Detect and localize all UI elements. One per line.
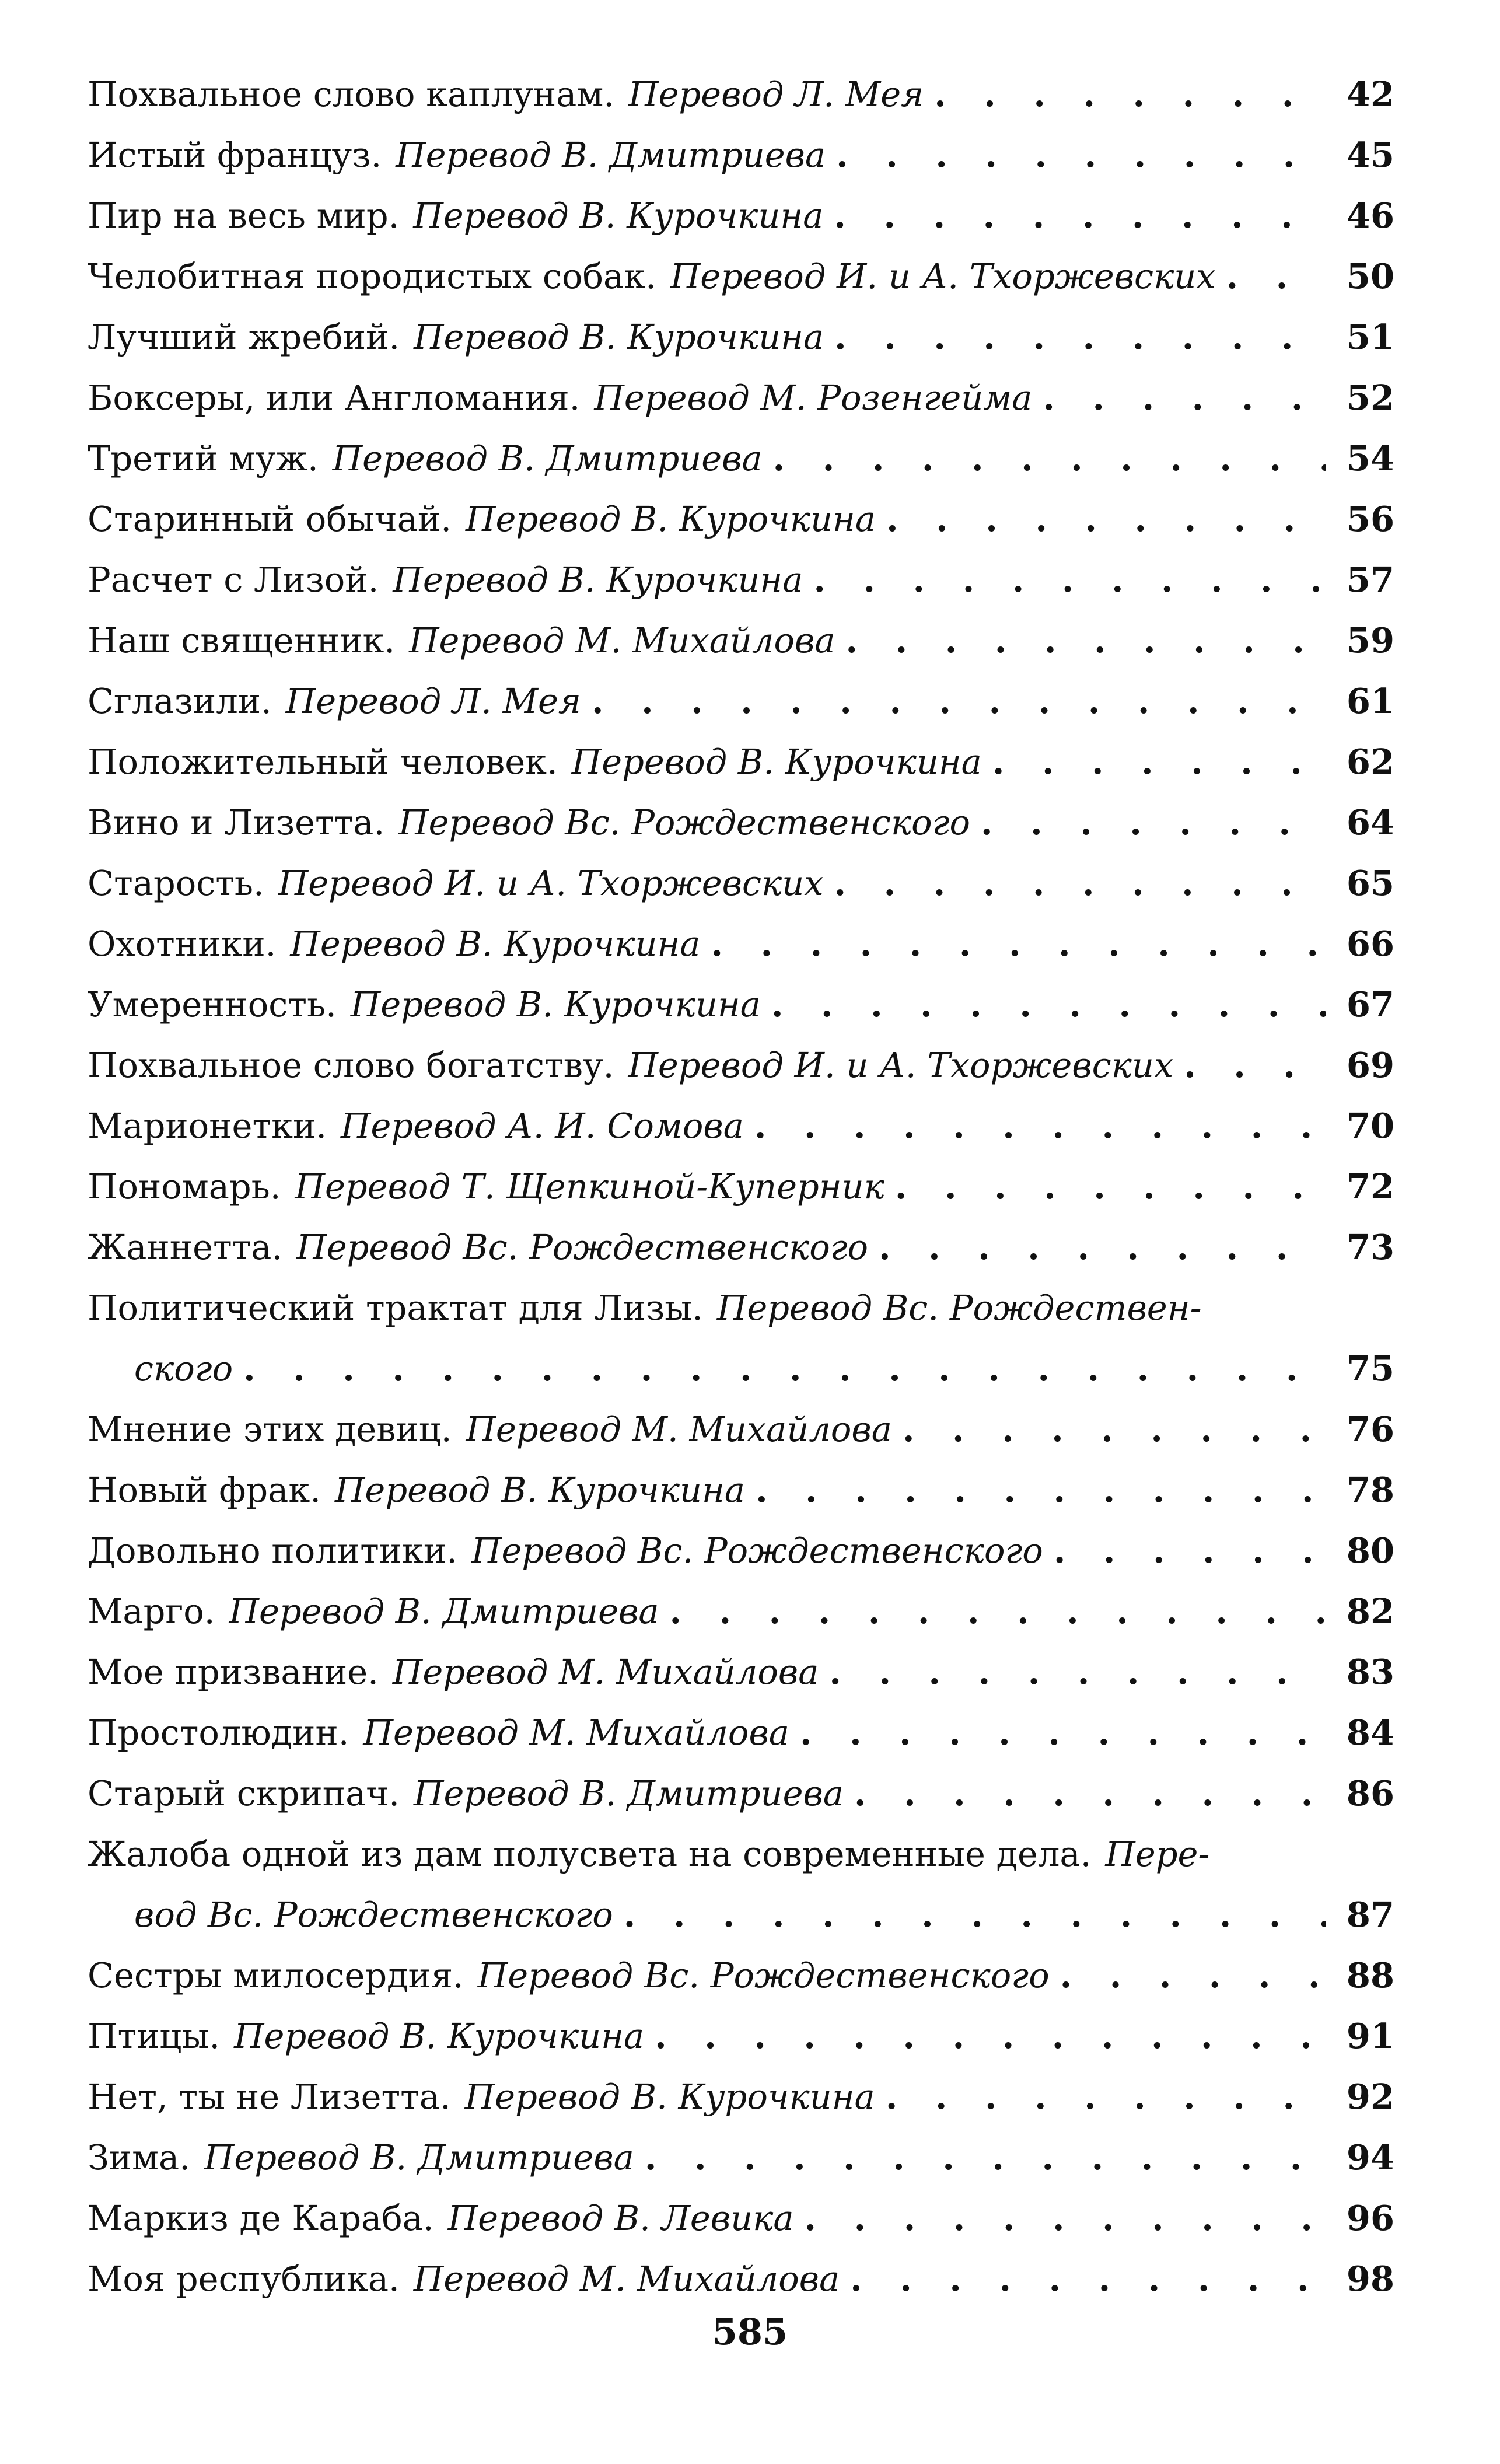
entry-title: Маркиз де Караба.	[88, 2198, 434, 2238]
leader-dots	[850, 2249, 1326, 2309]
entry-title: Сглазили.	[88, 681, 272, 721]
page-number: 585	[712, 2311, 788, 2353]
leader-dots	[895, 1156, 1326, 1217]
leader-dots	[829, 1642, 1326, 1703]
toc-entry	[88, 1399, 1394, 1460]
entry-page-number: 64	[1346, 802, 1394, 843]
entry-credit: Перевод В. Дмитриева	[204, 2137, 634, 2178]
toc-entry	[88, 1945, 1394, 2006]
entry-page-number: 54	[1346, 438, 1394, 478]
entry-title: Простолюдин.	[88, 1712, 349, 1753]
entry-credit: Перевод В. Курочкина	[290, 924, 701, 964]
entry-page-number: 94	[1346, 2137, 1394, 2178]
entry-title: Жаннетта.	[88, 1227, 283, 1267]
entry-page-number: 87	[1346, 1895, 1394, 1935]
entry-title: Пономарь.	[88, 1166, 281, 1207]
entry-page-number: 92	[1346, 2077, 1394, 2117]
entry-page-number: 67	[1346, 984, 1394, 1025]
entry-credit: Перевод М. Михайлова	[409, 620, 835, 660]
toc-entry	[88, 550, 1394, 610]
entry-credit: Перевод В. Курочкина	[571, 742, 982, 782]
leader-dots	[1226, 246, 1326, 307]
entry-credit: Перевод В. Курочкина	[464, 2077, 875, 2117]
toc-entry	[88, 368, 1394, 428]
entry-credit: Перевод Вс. Рождественского	[477, 1955, 1050, 1995]
leader-dots	[992, 732, 1326, 792]
leader-dots	[756, 1460, 1326, 1521]
entry-title: Старый скрипач.	[88, 1773, 400, 1813]
entry-page-number: 46	[1346, 195, 1394, 236]
toc-list	[88, 64, 1394, 1278]
toc-entry	[88, 125, 1394, 186]
entry-title: Мнение этих девиц.	[88, 1409, 452, 1449]
entry-title: Марионетки.	[88, 1106, 327, 1146]
entry-title: Охотники.	[88, 924, 277, 964]
toc-entry	[88, 1156, 1394, 1217]
toc-entry	[88, 1096, 1394, 1156]
entry-title: Вино и Лизетта.	[88, 802, 385, 843]
entry-credit: Перевод Вс. Рождественского	[398, 802, 971, 843]
entry-page-number: 96	[1346, 2198, 1394, 2238]
entry-credit: Перевод Л. Мея	[628, 74, 924, 114]
entry-title: Третий муж.	[88, 438, 319, 478]
toc-entry	[88, 671, 1394, 732]
leader-dots	[934, 64, 1326, 125]
leader-dots	[624, 1885, 1326, 1945]
leader-dots	[1184, 1035, 1326, 1096]
entry-credit: Пере-	[1105, 1834, 1210, 1874]
entry-page-number: 98	[1346, 2259, 1394, 2299]
toc-entry	[88, 64, 1394, 125]
entry-page-number: 76	[1346, 1409, 1394, 1449]
leader-dots	[645, 2127, 1326, 2188]
entry-credit: Перевод В. Левика	[447, 2198, 794, 2238]
leader-dots	[846, 610, 1326, 671]
leader-dots	[981, 792, 1326, 853]
entry-credit: Перевод М. Михайлова	[413, 2259, 840, 2299]
entry-credit: Перевод М. Михайлова	[392, 1652, 819, 1692]
entry-credit: Перевод Вс. Рождествен-	[716, 1288, 1202, 1328]
entry-title: Боксеры, или Англомания.	[88, 378, 581, 418]
leader-dots	[1043, 368, 1326, 428]
leader-dots	[773, 428, 1326, 489]
entry-title: Старинный обычай.	[88, 499, 452, 539]
entry-title: Наш священник.	[88, 620, 396, 660]
leader-dots	[813, 550, 1326, 610]
toc-entry	[88, 489, 1394, 550]
entry-page-number: 61	[1346, 681, 1394, 721]
table-of-contents	[88, 64, 1394, 2309]
toc-entry-wrapped	[88, 1824, 1394, 1945]
toc-entry	[88, 2127, 1394, 2188]
entry-credit-continued: ского	[134, 1348, 233, 1389]
toc-entry	[88, 732, 1394, 792]
toc-list	[88, 1399, 1394, 1824]
entry-page-number: 83	[1346, 1652, 1394, 1692]
toc-entry	[88, 428, 1394, 489]
entry-credit: Перевод В. Курочкина	[334, 1470, 746, 1510]
toc-entry	[88, 1460, 1394, 1521]
entry-title: Моя республика.	[88, 2259, 400, 2299]
leader-dots	[805, 2188, 1326, 2249]
entry-title: Птицы.	[88, 2016, 221, 2056]
entry-credit-continued: вод Вс. Рождественского	[134, 1895, 613, 1935]
entry-title: Нет, ты не Лизетта.	[88, 2077, 451, 2117]
entry-page-number: 57	[1346, 560, 1394, 600]
entry-page-number: 70	[1346, 1106, 1394, 1146]
leader-dots	[836, 125, 1326, 186]
entry-title: Похвальное слово каплунам.	[88, 74, 615, 114]
leader-dots	[834, 853, 1326, 914]
leader-dots	[903, 1399, 1326, 1460]
leader-dots	[771, 974, 1326, 1035]
leader-dots	[854, 1763, 1326, 1824]
leader-dots	[834, 186, 1326, 246]
toc-entry	[88, 307, 1394, 368]
entry-title: Зима.	[88, 2137, 190, 2178]
entry-credit: Перевод В. Дмитриева	[414, 1773, 844, 1813]
entry-page-number: 42	[1346, 74, 1394, 114]
entry-page-number: 80	[1346, 1530, 1394, 1571]
toc-entry	[88, 246, 1394, 307]
toc-entry	[88, 186, 1394, 246]
toc-entry	[88, 792, 1394, 853]
entry-title: Довольно политики.	[88, 1530, 457, 1571]
toc-entry	[88, 1763, 1394, 1824]
entry-credit: Перевод В. Курочкина	[414, 317, 824, 357]
entry-page-number: 52	[1346, 378, 1394, 418]
toc-entry	[88, 2188, 1394, 2249]
toc-entry	[88, 974, 1394, 1035]
entry-page-number: 62	[1346, 742, 1394, 782]
entry-page-number: 51	[1346, 317, 1394, 357]
leader-dots	[1060, 1945, 1326, 2006]
leader-dots	[834, 307, 1326, 368]
entry-page-number: 66	[1346, 924, 1394, 964]
entry-title: Жалоба одной из дам полусвета на современные дела.	[88, 1834, 1092, 1874]
entry-title: Челобитная породистых собак.	[88, 256, 656, 296]
toc-entry	[88, 2249, 1394, 2309]
entry-credit: Перевод В. Дмитриева	[396, 135, 826, 175]
entry-title: Умеренность.	[88, 984, 337, 1025]
toc-entry	[88, 1581, 1394, 1642]
entry-credit: Перевод А. И. Сомова	[341, 1106, 744, 1146]
toc-entry	[88, 1217, 1394, 1278]
entry-page-number: 86	[1346, 1773, 1394, 1813]
entry-credit: Перевод В. Курочкина	[413, 195, 824, 236]
entry-credit: Перевод Т. Щепкиной-Куперник	[295, 1166, 884, 1207]
toc-entry	[88, 1703, 1394, 1763]
leader-dots	[243, 1338, 1326, 1399]
entry-page-number: 75	[1346, 1348, 1394, 1389]
leader-dots	[655, 2006, 1326, 2067]
toc-entry	[88, 2067, 1394, 2127]
entry-page-number: 59	[1346, 620, 1394, 660]
entry-page-number: 65	[1346, 863, 1394, 903]
entry-title: Политический трактат для Лизы.	[88, 1288, 703, 1328]
entry-credit: Перевод М. Михайлова	[466, 1409, 892, 1449]
entry-page-number: 50	[1346, 256, 1394, 296]
entry-credit: Перевод И. и А. Тхоржевских	[670, 256, 1216, 296]
entry-title: Истый француз.	[88, 135, 382, 175]
leader-dots	[754, 1096, 1326, 1156]
entry-page-number: 72	[1346, 1166, 1394, 1207]
toc-entry	[88, 1035, 1394, 1096]
toc-entry	[88, 2006, 1394, 2067]
leader-dots	[711, 914, 1326, 974]
toc-entry-wrapped	[88, 1278, 1394, 1399]
entry-credit: Перевод И. и А. Тхоржевских	[278, 863, 824, 903]
entry-credit: Перевод В. Курочкина	[393, 560, 803, 600]
entry-credit: Перевод В. Курочкина	[350, 984, 761, 1025]
leader-dots	[886, 2067, 1326, 2127]
entry-page-number: 45	[1346, 135, 1394, 175]
entry-credit: Перевод В. Дмитриева	[229, 1591, 659, 1631]
entry-page-number: 73	[1346, 1227, 1394, 1267]
entry-credit: Перевод Л. Мея	[285, 681, 581, 721]
entry-credit: Перевод Вс. Рождественского	[471, 1530, 1043, 1571]
entry-title: Мое призвание.	[88, 1652, 379, 1692]
entry-title: Марго.	[88, 1591, 215, 1631]
entry-page-number: 88	[1346, 1955, 1394, 1995]
entry-title: Лучший жребий.	[88, 317, 400, 357]
entry-page-number: 56	[1346, 499, 1394, 539]
entry-title: Похвальное слово богатству.	[88, 1045, 614, 1085]
entry-title: Сестры милосердия.	[88, 1955, 464, 1995]
toc-list	[88, 1945, 1394, 2309]
entry-credit: Перевод В. Дмитриева	[332, 438, 763, 478]
leader-dots	[1054, 1521, 1326, 1581]
toc-entry	[88, 914, 1394, 974]
entry-title: Старость.	[88, 863, 264, 903]
entry-page-number: 69	[1346, 1045, 1394, 1085]
entry-credit: Перевод В. Курочкина	[466, 499, 876, 539]
toc-entry	[88, 853, 1394, 914]
leader-dots	[886, 489, 1326, 550]
entry-page-number: 84	[1346, 1712, 1394, 1753]
entry-title: Расчет с Лизой.	[88, 560, 379, 600]
entry-title: Положительный человек.	[88, 742, 558, 782]
leader-dots	[592, 671, 1326, 732]
entry-title: Новый фрак.	[88, 1470, 321, 1510]
toc-entry	[88, 610, 1394, 671]
leader-dots	[879, 1217, 1326, 1278]
entry-credit: Перевод И. и А. Тхоржевских	[628, 1045, 1174, 1085]
leader-dots	[800, 1703, 1326, 1763]
leader-dots	[670, 1581, 1326, 1642]
entry-credit: Перевод Вс. Рождественского	[296, 1227, 869, 1267]
entry-page-number: 82	[1346, 1591, 1394, 1631]
entry-credit: Перевод М. Михайлова	[363, 1712, 789, 1753]
entry-credit: Перевод М. Розенгейма	[594, 378, 1033, 418]
toc-entry	[88, 1642, 1394, 1703]
entry-title: Пир на весь мир.	[88, 195, 400, 236]
entry-page-number: 91	[1346, 2016, 1394, 2056]
entry-page-number: 78	[1346, 1470, 1394, 1510]
entry-credit: Перевод В. Курочкина	[234, 2016, 645, 2056]
toc-entry	[88, 1521, 1394, 1581]
